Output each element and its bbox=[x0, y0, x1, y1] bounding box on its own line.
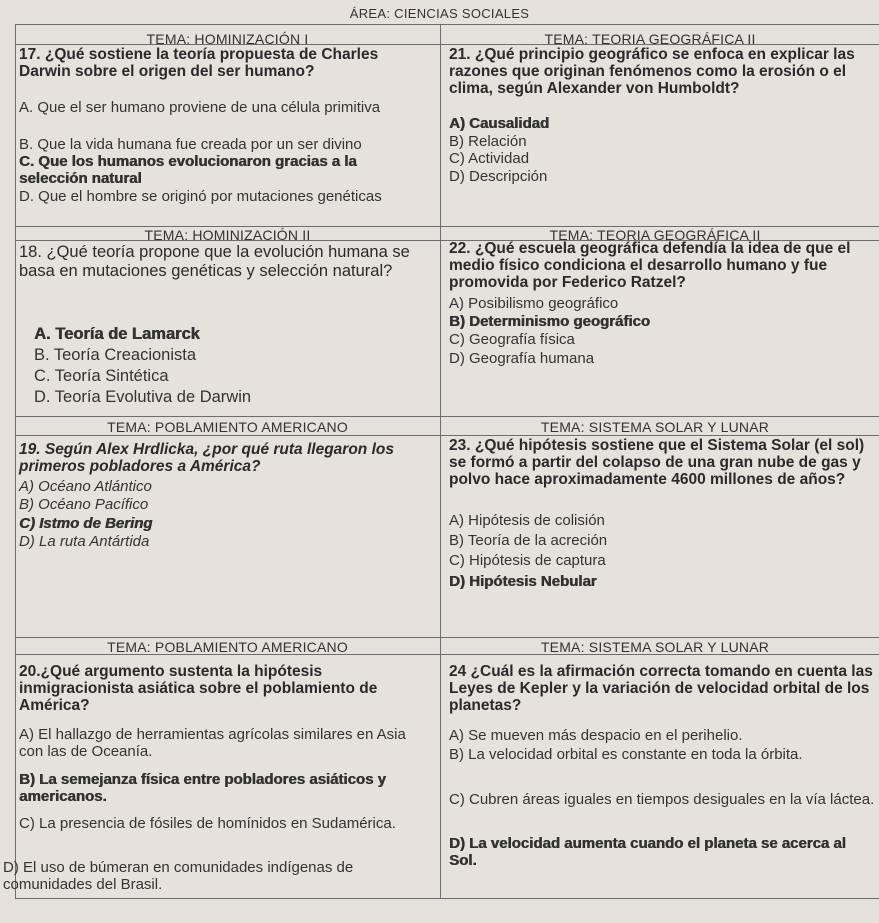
question-19: 19. Según Alex Hrdlicka, ¿por qué ruta llegaron los primeros pobladores a América? bbox=[19, 441, 394, 475]
column-divider bbox=[440, 24, 441, 898]
option-24-d[interactable]: D) La velocidad aumenta cuando el planeta se acerca al Sol. bbox=[449, 835, 846, 869]
option-22-d[interactable]: D) Geografía humana bbox=[449, 350, 595, 367]
divider bbox=[15, 416, 879, 417]
option-21-c[interactable]: C) Actividad bbox=[449, 150, 530, 167]
topic-heading: TEMA: TEORIA GEOGRÁFICA II bbox=[544, 31, 756, 47]
column-divider bbox=[15, 24, 16, 898]
option-18-d[interactable]: D. Teoría Evolutiva de Darwin bbox=[34, 388, 252, 406]
option-24-a[interactable]: A) Se mueven más despacio en el perihelio. bbox=[449, 727, 743, 744]
topic-heading: TEMA: POBLAMIENTO AMERICANO bbox=[107, 419, 348, 435]
option-24-c[interactable]: C) Cubren áreas iguales en tiempos desiguales en la vía láctea. bbox=[449, 791, 875, 808]
option-17-d[interactable]: D. Que el hombre se originó por mutaciones genéticas bbox=[19, 188, 382, 205]
option-21-b[interactable]: B) Relación bbox=[449, 133, 527, 150]
topic-heading: TEMA: SISTEMA SOLAR Y LUNAR bbox=[540, 419, 770, 435]
question-23: 23. ¿Qué hipótesis sostiene que el Sistema Solar (el sol) se formó a partir del colapso de una gran nube de gas y polvo hace aproximadamente 4600 millones de años? bbox=[449, 437, 865, 488]
topic-heading: TEMA: POBLAMIENTO AMERICANO bbox=[107, 639, 348, 655]
option-18-c[interactable]: C. Teoría Sintética bbox=[34, 367, 169, 385]
question-21: 21. ¿Qué principio geográfico se enfoca en explicar las razones que originan fenómenos como la erosión o el clima, según Alexander von Humboldt? bbox=[449, 46, 855, 97]
topic-heading: TEMA: HOMINIZACIÓN II bbox=[144, 227, 311, 243]
option-17-c[interactable]: C. Que los humanos evolucionaron gracias a la selección natural bbox=[19, 153, 357, 187]
option-20-b[interactable]: B) La semejanza física entre pobladores asiáticos y americanos. bbox=[19, 771, 386, 805]
question-18: 18. ¿Qué teoría propone que la evolución humana se basa en mutaciones genéticas y selección natural? bbox=[19, 243, 410, 280]
divider bbox=[15, 898, 879, 899]
topic-heading: TEMA: HOMINIZACIÓN I bbox=[146, 31, 309, 47]
option-17-b[interactable]: B. Que la vida humana fue creada por un ser divino bbox=[19, 136, 362, 153]
option-19-a[interactable]: A) Océano Atlántico bbox=[19, 478, 152, 495]
question-17: 17. ¿Qué sostiene la teoría propuesta de Charles Darwin sobre el origen del ser humano? bbox=[19, 46, 379, 80]
question-24: 24 ¿Cuál es la afirmación correcta tomando en cuenta las Leyes de Kepler y la variación de velocidad orbital de los planetas? bbox=[449, 663, 873, 714]
divider bbox=[15, 435, 879, 436]
option-21-a[interactable]: A) Causalidad bbox=[449, 115, 550, 132]
option-23-c[interactable]: C) Hipótesis de captura bbox=[449, 552, 606, 569]
option-20-c[interactable]: C) La presencia de fósiles de homínidos en Sudamérica. bbox=[19, 815, 396, 832]
question-22: 22. ¿Qué escuela geográfica defendía la idea de que el medio físico condiciona el desarrollo humano y fue promovida por Federico Ratzel? bbox=[449, 240, 851, 291]
option-18-a[interactable]: A. Teoría de Lamarck bbox=[34, 325, 200, 343]
option-17-a[interactable]: A. Que el ser humano proviene de una célula primitiva bbox=[19, 99, 381, 116]
topic-heading: TEMA: SISTEMA SOLAR Y LUNAR bbox=[540, 639, 770, 655]
option-22-b[interactable]: B) Determinismo geográfico bbox=[449, 313, 650, 330]
topic-heading: TEMA: TEORIA GEOGRÁFICA II bbox=[549, 227, 761, 243]
question-20: 20.¿Qué argumento sustenta la hipótesis inmigracionista asiática sobre el poblamiento de América? bbox=[19, 663, 378, 714]
divider bbox=[15, 24, 879, 25]
option-21-d[interactable]: D) Descripción bbox=[449, 168, 548, 185]
option-24-b[interactable]: B) La velocidad orbital es constante en toda la órbita. bbox=[449, 746, 803, 763]
option-19-c[interactable]: C) Istmo de Bering bbox=[19, 515, 153, 532]
option-22-c[interactable]: C) Geografía física bbox=[449, 331, 575, 348]
area-title: ÁREA: CIENCIAS SOCIALES bbox=[349, 6, 530, 21]
divider bbox=[15, 637, 879, 638]
option-20-a[interactable]: A) El hallazgo de herramientas agrícolas similares en Asia con las de Oceanía. bbox=[19, 726, 406, 760]
option-23-b[interactable]: B) Teoría de la acreción bbox=[449, 532, 608, 549]
option-20-d[interactable]: D) El uso de búmeran en comunidades indígenas de comunidades del Brasil. bbox=[3, 859, 354, 893]
option-18-b[interactable]: B. Teoría Creacionista bbox=[34, 346, 197, 364]
option-19-b[interactable]: B) Océano Pacífico bbox=[19, 496, 149, 513]
option-23-a[interactable]: A) Hipótesis de colisión bbox=[449, 512, 605, 529]
option-19-d[interactable]: D) La ruta Antártida bbox=[19, 533, 150, 550]
option-22-a[interactable]: A) Posibilismo geográfico bbox=[449, 295, 619, 312]
option-23-d[interactable]: D) Hipótesis Nebular bbox=[449, 573, 597, 590]
